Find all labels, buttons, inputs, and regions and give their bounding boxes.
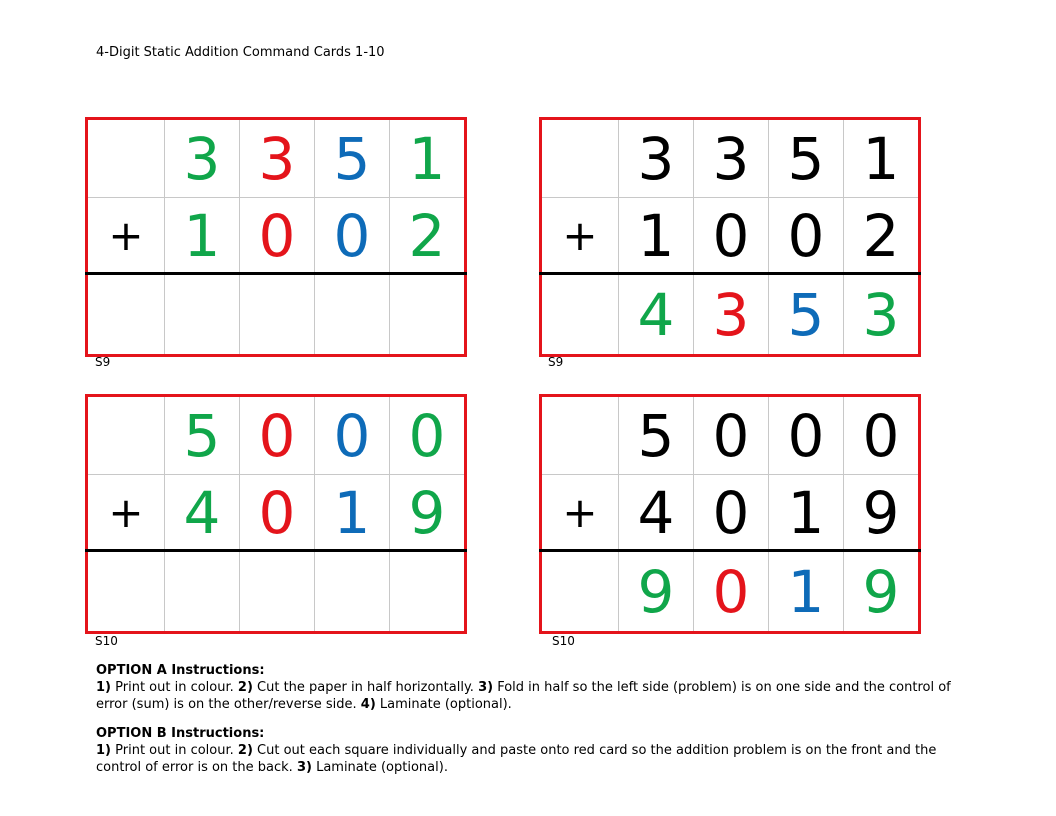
sum-line [539,272,921,275]
card-label: S10 [552,634,575,648]
step-text: Laminate (optional). [375,697,512,712]
digit-thousands: 1 [164,197,239,274]
card-label: S10 [95,634,118,648]
digit-hundreds: 3 [239,120,314,197]
empty-cell [542,551,618,631]
empty-cell [542,397,618,474]
digit-hundreds: 0 [693,197,768,274]
step-number: 1) [96,743,111,758]
digit-hundreds: 0 [239,397,314,474]
digit-ones: 9 [843,474,918,551]
digit-thousands: 5 [618,397,693,474]
digit-tens: 1 [314,474,389,551]
sum-line [85,549,467,552]
answer-ones: 3 [843,274,918,354]
option-b-block [96,725,966,776]
digit-hundreds: 3 [693,120,768,197]
option-a-heading: OPTION A Instructions: [96,663,265,678]
digit-thousands: 5 [164,397,239,474]
digit-tens: 1 [768,474,843,551]
answer-thousands [164,274,239,354]
option-b-steps [96,742,966,776]
digit-thousands: 3 [164,120,239,197]
empty-cell [542,274,618,354]
option-a-block [96,662,966,713]
card-label: S9 [95,355,111,369]
card-problem-s9 [85,117,467,357]
answer-thousands: 4 [618,274,693,354]
digit-ones: 2 [389,197,464,274]
instructions [96,662,966,788]
digit-thousands: 4 [164,474,239,551]
digit-ones: 0 [389,397,464,474]
card-answer-s10 [539,394,921,634]
step-text: Fold in half so the left side (problem) is on one side and the control of error (sum) is on the other/reverse side. [96,680,951,712]
answer-ones [389,551,464,631]
card-answer-s9 [539,117,921,357]
document-title: 4-Digit Static Addition Command Cards 1-10 [96,45,385,60]
answer-hundreds: 3 [693,274,768,354]
empty-cell [88,397,164,474]
digit-tens: 5 [768,120,843,197]
plus-sign: + [542,197,618,274]
plus-sign: + [88,474,164,551]
option-a-steps [96,679,966,713]
answer-tens: 5 [768,274,843,354]
answer-thousands: 9 [618,551,693,631]
step-text: Cut the paper in half horizontally. [252,680,479,695]
sum-line [539,549,921,552]
digit-ones: 2 [843,197,918,274]
digit-thousands: 1 [618,197,693,274]
step-number: 3) [296,760,312,775]
step-number: 2) [237,743,253,758]
digit-hundreds: 0 [239,197,314,274]
digit-ones: 9 [389,474,464,551]
digit-tens: 5 [314,120,389,197]
answer-hundreds [239,274,314,354]
step-number: 3) [478,680,494,695]
step-text: Cut out each square individually and paste onto red card so the addition problem is on the front and the control of error is on the back. [96,743,937,775]
digit-thousands: 4 [618,474,693,551]
empty-cell [88,551,164,631]
answer-hundreds [239,551,314,631]
card-label: S9 [548,355,564,369]
digit-ones: 1 [843,120,918,197]
digit-hundreds: 0 [239,474,314,551]
empty-cell [88,120,164,197]
empty-cell [542,120,618,197]
step-text: Print out in colour. [111,743,238,758]
step-text: Print out in colour. [111,680,238,695]
step-text: Laminate (optional). [311,760,448,775]
digit-hundreds: 0 [693,474,768,551]
step-number: 2) [237,680,253,695]
empty-cell [88,274,164,354]
digit-tens: 0 [314,397,389,474]
digit-tens: 0 [768,397,843,474]
digit-tens: 0 [768,197,843,274]
digit-hundreds: 0 [693,397,768,474]
plus-sign: + [88,197,164,274]
answer-ones: 9 [843,551,918,631]
option-b-heading: OPTION B Instructions: [96,726,265,741]
card-problem-s10 [85,394,467,634]
answer-thousands [164,551,239,631]
sum-line [85,272,467,275]
step-number: 4) [360,697,376,712]
digit-thousands: 3 [618,120,693,197]
answer-ones [389,274,464,354]
answer-tens [314,551,389,631]
answer-tens [314,274,389,354]
step-number: 1) [96,680,111,695]
answer-tens: 1 [768,551,843,631]
plus-sign: + [542,474,618,551]
digit-tens: 0 [314,197,389,274]
answer-hundreds: 0 [693,551,768,631]
digit-ones: 0 [843,397,918,474]
digit-ones: 1 [389,120,464,197]
